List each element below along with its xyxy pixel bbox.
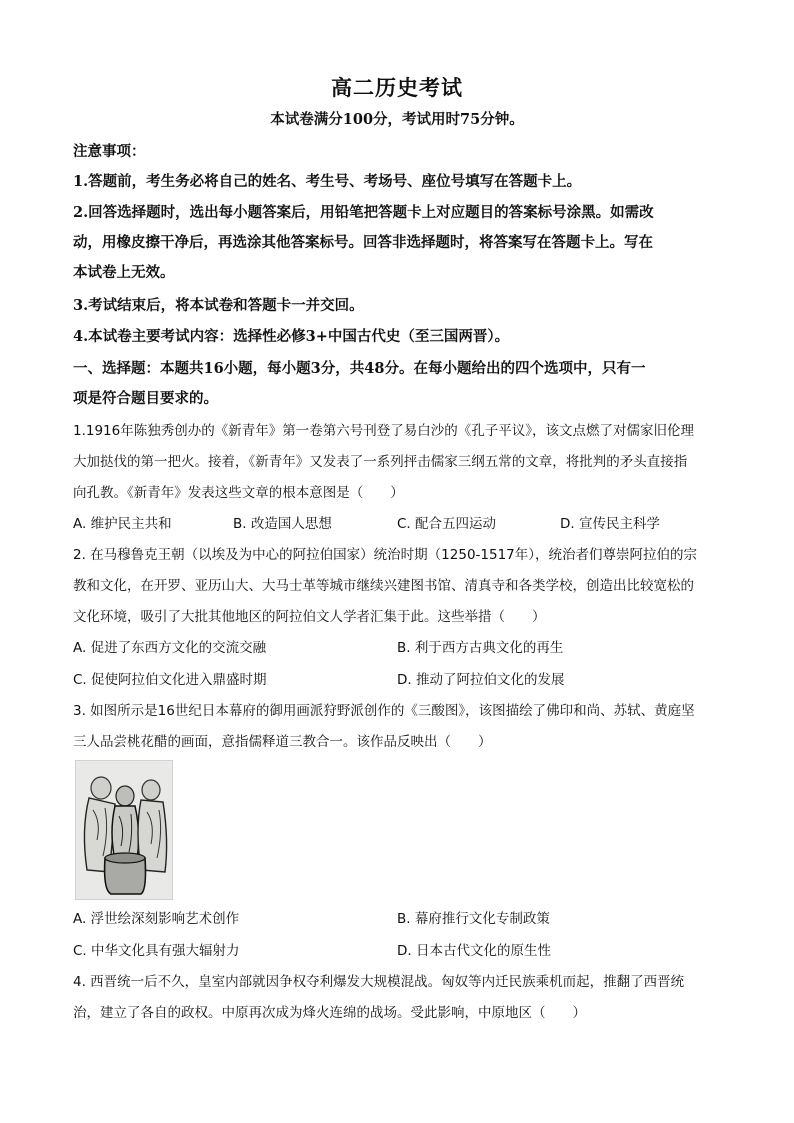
section-heading: 一、选择题：本题共16小题，每小题3分，共48分。在每小题给出的四个选项中，只有一 [73, 360, 646, 377]
question-3-line: 三人品尝桃花醋的画面，意指儒释道三教合一。该作品反映出（ ） [73, 734, 492, 750]
q2-option-c[interactable]: C. 促使阿拉伯文化进入鼎盛时期 [73, 672, 267, 688]
q1-option-a[interactable]: A. 维护民主共和 [73, 516, 172, 532]
note-line: 4.本试卷主要考试内容：选择性必修3+中国古代史（至三国两晋）。 [73, 328, 510, 345]
note-line: 3.考试结束后，将本试卷和答题卡一并交回。 [73, 297, 364, 314]
three-vinegar-tasters-painting [75, 760, 173, 900]
page-title: 高二历史考试 [331, 75, 463, 100]
q3-option-a[interactable]: A. 浮世绘深刻影响艺术创作 [73, 911, 240, 927]
note-line: 2.回答选择题时，选出每小题答案后，用铅笔把答题卡上对应题目的答案标号涂黑。如需改 [73, 204, 654, 221]
note-line: 本试卷上无效。 [73, 264, 175, 281]
question-2-line: 教和文化，在开罗、亚历山大、大马士革等城市继续兴建图书馆、清真寺和各类学校，创造出比较宽松的 [73, 578, 694, 594]
q3-option-d[interactable]: D. 日本古代文化的原生性 [397, 943, 551, 959]
page-subtitle: 本试卷满分100分，考试用时75分钟。 [270, 111, 524, 128]
note-line: 动，用橡皮擦干净后，再选涂其他答案标号。回答非选择题时，将答案写在答题卡上。写在 [73, 234, 653, 251]
q1-option-d[interactable]: D. 宣传民主科学 [560, 516, 660, 532]
note-line: 1.答题前，考生务必将自己的姓名、考生号、考场号、座位号填写在答题卡上。 [73, 173, 582, 190]
question-1-line: 向孔教。《新青年》发表这些文章的根本意图是（ ） [73, 485, 404, 501]
q3-option-b[interactable]: B. 幕府推行文化专制政策 [397, 911, 550, 927]
question-2-line: 2. 在马穆鲁克王朝（以埃及为中心的阿拉伯国家）统治时期（1250-1517年），统治者们尊崇阿拉伯的宗 [73, 547, 698, 563]
notes-heading: 注意事项： [73, 143, 146, 160]
question-2-line: 文化环境，吸引了大批其他地区的阿拉伯文人学者汇集于此。这些举措（ ） [73, 609, 546, 625]
question-1-line: 1.1916年陈独秀创办的《新青年》第一卷第六号刊登了易白沙的《孔子平议》，该文点燃了对儒家旧伦理 [73, 423, 694, 439]
section-heading-cont: 项是符合题目要求的。 [73, 390, 218, 407]
q1-option-c[interactable]: C. 配合五四运动 [397, 516, 497, 532]
q2-option-b[interactable]: B. 利于西方古典文化的再生 [397, 640, 564, 656]
question-4-line: 4. 西晋统一后不久，皇室内部就因争权夺利爆发大规模混战。匈奴等内迁民族乘机而起，推翻了西晋统 [73, 974, 685, 990]
q2-option-a[interactable]: A. 促进了东西方文化的交流交融 [73, 640, 267, 656]
q3-option-c[interactable]: C. 中华文化具有强大辐射力 [73, 943, 240, 959]
q1-option-b[interactable]: B. 改造国人思想 [233, 516, 332, 532]
question-1-line: 大加挞伐的第一把火。接着，《新青年》又发表了一系列抨击儒家三纲五常的文章，将批判的矛头直接指 [73, 454, 688, 470]
q2-option-d[interactable]: D. 推动了阿拉伯文化的发展 [397, 672, 565, 688]
question-4-line: 治，建立了各自的政权。中原再次成为烽火连绵的战场。受此影响，中原地区（ ） [73, 1005, 586, 1021]
question-3-line: 3. 如图所示是16世纪日本幕府的御用画派狩野派创作的《三酸图》，该图描绘了佛印和尚、苏轼、黄庭坚 [73, 703, 695, 719]
